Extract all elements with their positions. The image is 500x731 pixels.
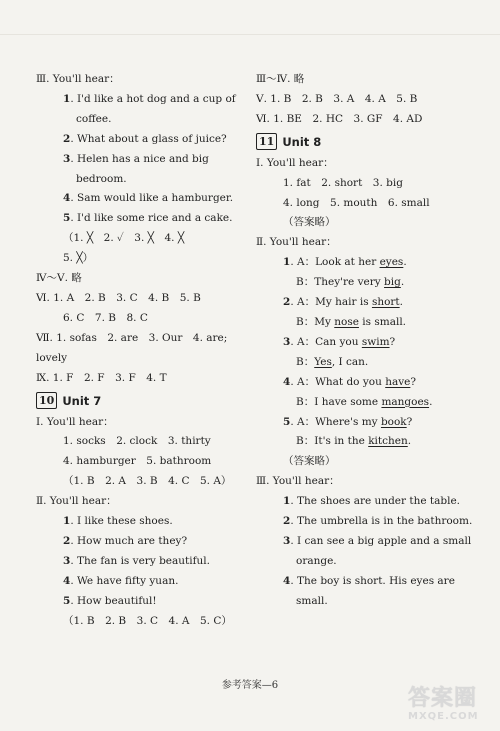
list-item bbox=[36, 110, 236, 130]
item-number: 2 bbox=[283, 296, 291, 309]
unit-8-number: 11 bbox=[256, 133, 277, 150]
item-number: 3 bbox=[63, 554, 71, 567]
u7-section-2-items bbox=[36, 512, 236, 612]
list-item bbox=[256, 592, 486, 612]
item-number: 4 bbox=[63, 574, 71, 587]
list-item bbox=[256, 552, 486, 572]
unit-7-heading bbox=[36, 389, 236, 413]
section-3-4: Ⅲ～Ⅳ. 略 bbox=[256, 73, 305, 85]
answer-word: kitchen bbox=[368, 435, 408, 448]
section-6: Ⅵ. 1. A 2. B 3. C 4. B 5. B bbox=[36, 291, 201, 304]
u8-section-1-title: Ⅰ. You'll hear： bbox=[256, 156, 334, 169]
item-number: 1 bbox=[63, 515, 71, 528]
item-number: 1 bbox=[283, 256, 291, 269]
list-item: 4. The boy is short. His eyes are bbox=[283, 574, 455, 587]
watermark-logo bbox=[408, 687, 494, 727]
item-text: How much are they? bbox=[77, 534, 188, 547]
list-item: 2. What about a glass of juice? bbox=[63, 132, 227, 145]
item-text: I'd like a hot dog and a cup of bbox=[77, 92, 236, 105]
dialog-text: B：My bbox=[296, 315, 335, 328]
item-text: Sam would like a hamburger. bbox=[77, 192, 234, 205]
item-text: bedroom. bbox=[76, 172, 127, 185]
u7-section-1-line-2: 4. hamburger 5. bathroom bbox=[63, 455, 212, 468]
u7-section-2-answers: （1. B 2. B 3. C 4. A 5. C） bbox=[63, 614, 232, 627]
section-3-title: Ⅲ. You'll hear： bbox=[36, 73, 120, 85]
list-item: 1. I'd like a hot dog and a cup of bbox=[63, 92, 236, 105]
answer-word: book bbox=[380, 415, 407, 428]
dialog-text: , I can. bbox=[331, 355, 369, 368]
u7-section-1-answers: （1. B 2. A 3. B 4. C 5. A） bbox=[63, 475, 232, 488]
u7-section-1-title: Ⅰ. You'll hear： bbox=[36, 415, 114, 428]
answer-word: big bbox=[384, 276, 401, 289]
section-6: Ⅵ. 1. BE 2. HC 3. GF 4. AD bbox=[256, 112, 423, 125]
u8-section-1-note: （答案略） bbox=[283, 216, 336, 229]
dialog-line-a: 5. A：Where's my book? bbox=[283, 415, 413, 428]
left-column bbox=[36, 70, 236, 631]
section-4-5: Ⅳ～Ⅴ. 略 bbox=[36, 272, 82, 285]
section-3-answers: （1. ╳ 2. ✓ 3. ╳ 4. ╳ bbox=[63, 232, 185, 245]
dialog-text: A：Can you bbox=[297, 335, 362, 348]
item-number: 4 bbox=[283, 574, 291, 587]
list-item: 3. The fan is very beautiful. bbox=[63, 554, 210, 567]
dialog-text: . bbox=[429, 395, 433, 408]
section-7-cont: lovely bbox=[36, 351, 68, 364]
dialog-line-b bbox=[256, 273, 486, 293]
item-text: The shoes are under the table. bbox=[297, 495, 461, 508]
answer-word: eyes bbox=[379, 256, 404, 269]
watermark-site: MXQE.COM bbox=[408, 711, 479, 722]
item-number: 3 bbox=[283, 335, 291, 348]
answer-word: nose bbox=[334, 315, 359, 328]
item-text: The fan is very beautiful. bbox=[77, 554, 210, 567]
dialog-line-a: 3. A：Can you swim? bbox=[283, 335, 396, 348]
section-6-cont: 6. C 7. B 8. C bbox=[63, 311, 148, 324]
u8-section-3-title: Ⅲ. You'll hear： bbox=[256, 475, 340, 488]
unit-7-number: 10 bbox=[36, 392, 57, 409]
item-text: small. bbox=[296, 594, 328, 607]
list-item: 3. I can see a big apple and a small bbox=[283, 534, 472, 547]
section-9: Ⅸ. 1. F 2. F 3. F 4. T bbox=[36, 371, 167, 384]
answer-word: Yes bbox=[314, 355, 332, 368]
page-footer: 参考答案—6 bbox=[221, 680, 279, 691]
item-text: coffee. bbox=[76, 112, 112, 125]
item-text: What about a glass of juice? bbox=[77, 132, 227, 145]
section-3-answers-cont: 5. ╳） bbox=[63, 252, 94, 265]
u7-section-2-title: Ⅱ. You'll hear： bbox=[36, 495, 117, 508]
dialog-text: B： bbox=[296, 355, 315, 368]
dialog-text: A：My hair is bbox=[297, 296, 372, 309]
dialog-line-a: 4. A：What do you have? bbox=[283, 375, 417, 388]
unit-8-title: Unit 8 bbox=[282, 134, 322, 149]
list-item: 1. The shoes are under the table. bbox=[283, 495, 461, 508]
item-text: How beautiful! bbox=[77, 594, 157, 607]
dialog-text: . bbox=[400, 276, 405, 289]
unit-8-heading bbox=[256, 130, 486, 154]
item-number: 2 bbox=[63, 132, 71, 145]
dialog-text: ? bbox=[389, 335, 396, 348]
right-column bbox=[256, 70, 486, 612]
dialog-text: B：I have some bbox=[296, 395, 382, 408]
item-number: 5 bbox=[63, 594, 71, 607]
watermark-logo-text: 答案圈 bbox=[408, 686, 478, 711]
item-number: 5 bbox=[283, 415, 291, 428]
item-text: Helen has a nice and big bbox=[77, 152, 209, 165]
u8-section-1-line-2: 4. long 5. mouth 6. small bbox=[283, 196, 430, 209]
item-number: 3 bbox=[283, 534, 291, 547]
dialog-line-b bbox=[256, 313, 486, 333]
item-text: We have fifty yuan. bbox=[77, 574, 179, 587]
dialog-text: ? bbox=[410, 375, 417, 388]
item-number: 4 bbox=[283, 375, 291, 388]
list-item: 2. The umbrella is in the bathroom. bbox=[283, 515, 473, 528]
dialog-line-a: 1. A：Look at her eyes. bbox=[283, 256, 407, 269]
dialog-text: . bbox=[399, 296, 403, 309]
item-text: I can see a big apple and a small bbox=[297, 534, 472, 547]
answer-word: swim bbox=[361, 335, 390, 348]
dialog-line-a: 2. A：My hair is short. bbox=[283, 296, 403, 309]
dialog-text: is small. bbox=[358, 315, 407, 328]
u8-section-2-title: Ⅱ. You'll hear： bbox=[256, 236, 337, 249]
section-7: Ⅶ. 1. sofas 2. are 3. Our 4. are; bbox=[36, 331, 228, 344]
list-item bbox=[36, 170, 236, 190]
item-number: 1 bbox=[63, 92, 71, 105]
u7-section-1-line-1: 1. socks 2. clock 3. thirty bbox=[63, 435, 211, 448]
list-item: 4. Sam would like a hamburger. bbox=[63, 192, 234, 205]
section-3-items bbox=[36, 90, 236, 229]
dialog-line-b bbox=[256, 432, 486, 452]
dialog-text: ? bbox=[406, 415, 413, 428]
dialog-text: A：What do you bbox=[297, 375, 386, 388]
dialog-line-b bbox=[256, 353, 486, 373]
u8-section-2-items bbox=[256, 253, 486, 452]
dialog-text: B：It's in the bbox=[296, 435, 369, 448]
item-number: 4 bbox=[63, 192, 71, 205]
list-item: 3. Helen has a nice and big bbox=[63, 152, 209, 165]
item-text: I'd like some rice and a cake. bbox=[77, 212, 233, 225]
item-text: orange. bbox=[296, 554, 337, 567]
dialog-text: A：Look at her bbox=[297, 256, 380, 269]
item-number: 3 bbox=[63, 152, 71, 165]
item-number: 5 bbox=[63, 212, 71, 225]
item-text: The umbrella is in the bathroom. bbox=[297, 515, 473, 528]
list-item: 1. I like these shoes. bbox=[63, 515, 173, 528]
u8-section-3-items bbox=[256, 492, 486, 611]
item-number: 2 bbox=[283, 515, 291, 528]
answer-word: mangoes bbox=[381, 395, 430, 408]
list-item: 2. How much are they? bbox=[63, 534, 188, 547]
list-item: 5. I'd like some rice and a cake. bbox=[63, 212, 233, 225]
item-number: 1 bbox=[283, 495, 291, 508]
list-item: 4. We have fifty yuan. bbox=[63, 574, 179, 587]
unit-7-title: Unit 7 bbox=[62, 393, 102, 408]
section-5: Ⅴ. 1. B 2. B 3. A 4. A 5. B bbox=[256, 92, 418, 105]
dialog-text: B：They're very bbox=[296, 276, 385, 289]
dialog-text: . bbox=[403, 256, 407, 269]
u8-section-1-line-1: 1. fat 2. short 3. big bbox=[283, 176, 403, 189]
dialog-text: . bbox=[407, 435, 412, 448]
answer-word: have bbox=[385, 375, 411, 388]
list-item: 5. How beautiful! bbox=[63, 594, 157, 607]
u8-section-2-note: （答案略） bbox=[283, 455, 336, 468]
item-text: The boy is short. His eyes are bbox=[297, 574, 455, 587]
answer-word: short bbox=[371, 296, 400, 309]
dialog-text: A：Where's my bbox=[297, 415, 381, 428]
item-number: 2 bbox=[63, 534, 71, 547]
dialog-line-b bbox=[256, 393, 486, 413]
item-text: I like these shoes. bbox=[77, 515, 173, 528]
top-divider bbox=[0, 34, 500, 35]
